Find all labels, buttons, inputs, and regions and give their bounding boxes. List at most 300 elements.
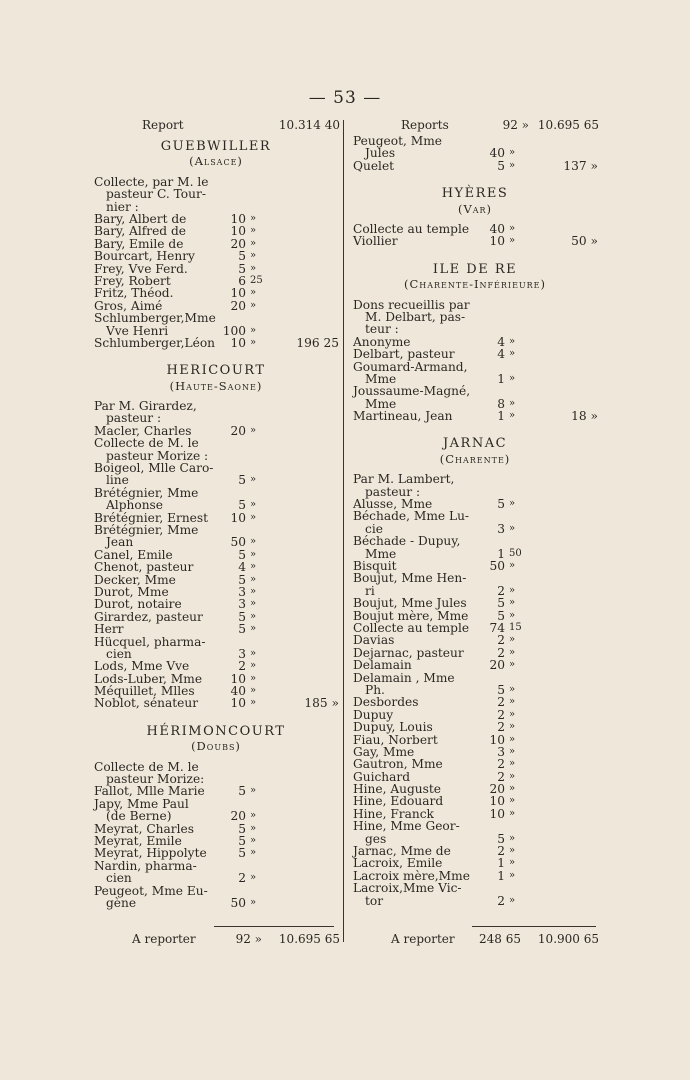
donor-name: Boigeol, Mlle Caro- (94, 461, 214, 476)
donation-francs: 5 (238, 846, 246, 861)
carry-forward-label: A reporter (391, 932, 455, 946)
donation-francs: 1 (497, 409, 505, 424)
report-count: 92 » (502, 118, 529, 132)
donation-centimes: » (509, 147, 516, 159)
list-item (92, 250, 340, 262)
list-item (351, 510, 599, 522)
donation-francs: 10 (230, 211, 246, 226)
section-block (92, 365, 340, 720)
donor-name: Collecte au temple (353, 620, 470, 635)
total-rule-right (472, 926, 596, 927)
section-subtotal: 137 » (563, 158, 598, 173)
donation-francs: 3 (497, 521, 505, 536)
donor-name: Bisquit (353, 559, 397, 574)
donation-francs: 2 (497, 844, 505, 859)
donation-francs: 5 (238, 547, 246, 562)
intro-text: M. Delbart, pas- (365, 309, 466, 324)
donation-francs: 20 (489, 658, 505, 673)
donation-centimes: » (509, 770, 516, 782)
intro-text: Collecte, par M. le (94, 174, 209, 189)
donation-francs: 20 (230, 809, 246, 824)
donation-francs: 1 (497, 868, 505, 883)
list-item (351, 895, 599, 907)
donor-name: Dupuy, Louis (353, 720, 433, 735)
donation-francs: 3 (238, 646, 246, 661)
donor-name: Dupuy (353, 707, 394, 722)
section-title: HERICOURT (166, 363, 266, 379)
intro-text: Collecte de M. le (94, 759, 199, 774)
donation-centimes: » (509, 646, 516, 658)
donor-name: Mme (365, 371, 397, 386)
donor-name: Frey, Robert (94, 273, 171, 288)
donation-francs: 10 (489, 732, 505, 747)
donation-francs: 3 (497, 744, 505, 759)
donor-name: Lods, Mme Vve (94, 659, 190, 674)
donor-name: Béchade, Mme Lu- (353, 509, 470, 524)
list-item (351, 235, 599, 247)
list-item (92, 611, 340, 623)
list-item (351, 659, 599, 671)
list-item (92, 785, 340, 797)
donation-centimes: » (509, 795, 516, 807)
donation-francs: 3 (238, 597, 246, 612)
donor-name: Collecte de M. le (94, 436, 199, 451)
donation-centimes: » (509, 845, 516, 857)
donor-name: line (106, 473, 129, 488)
donor-name: ges (365, 831, 387, 846)
intro-line (351, 323, 599, 335)
donation-francs: 10 (230, 224, 246, 239)
donor-name: Brétégnier, Ernest (94, 510, 209, 525)
donor-name: Viollier (353, 234, 398, 249)
donor-name: Durot, notaire (94, 597, 182, 612)
donor-name: Gros, Aimé (94, 298, 163, 313)
list-item (92, 437, 340, 449)
donation-francs: 40 (230, 684, 246, 699)
section-block (92, 723, 340, 920)
donation-centimes: » (509, 609, 516, 621)
donation-francs: 20 (230, 236, 246, 251)
donation-centimes: » (250, 847, 257, 859)
donor-name: Jarnac, Mme de (353, 844, 451, 859)
section-block (351, 188, 599, 258)
donation-centimes: » (509, 758, 516, 770)
donor-name: Frey, Vve Ferd. (94, 261, 188, 276)
donation-francs: 5 (238, 249, 246, 264)
donor-name: Collecte au temple (353, 221, 470, 236)
intro-line (351, 473, 599, 485)
donation-francs: 1 (497, 546, 505, 561)
list-item (92, 872, 340, 884)
list-item (92, 474, 340, 486)
donation-francs: 20 (230, 298, 246, 313)
donation-centimes: » (250, 287, 257, 299)
donation-centimes: » (509, 159, 516, 171)
donation-francs: 5 (238, 498, 246, 513)
donor-name: Gay, Mme (353, 744, 415, 759)
donation-francs: 5 (497, 831, 505, 846)
list-item (92, 660, 340, 672)
donation-francs: 5 (238, 572, 246, 587)
donor-name: Anonyme (353, 334, 411, 349)
donor-name: Noblot, sénateur (94, 696, 199, 711)
donation-francs: 2 (497, 583, 505, 598)
donation-centimes: » (509, 745, 516, 757)
donation-centimes: » (509, 857, 516, 869)
donation-centimes: » (509, 721, 516, 733)
donation-centimes: » (509, 708, 516, 720)
list-item (92, 225, 340, 237)
donor-name: Fallot, Mlle Marie (94, 784, 205, 799)
donation-centimes: 25 (250, 274, 263, 286)
section-subtitle: (Charente) (439, 451, 511, 466)
donor-name: Peugeot, Mme (353, 134, 442, 148)
donation-francs: 2 (238, 871, 246, 886)
entry-list (351, 135, 599, 172)
donation-francs: 2 (238, 659, 246, 674)
section-title: ILE DE RE (432, 261, 518, 277)
intro-text: Dons recueillis par (353, 297, 470, 312)
donation-centimes: » (509, 348, 516, 360)
donation-centimes: » (250, 511, 257, 523)
donor-name: (de Berne) (106, 809, 172, 824)
donation-francs: 8 (497, 396, 505, 411)
donor-name: Brétégnier, Mme (94, 523, 199, 537)
report-total: 10.695 65 (537, 118, 599, 132)
section-subtitle: (Alsace) (189, 154, 243, 169)
donation-centimes: » (250, 561, 257, 573)
donation-centimes: » (250, 474, 257, 486)
donor-name: Joussaume-Magné, (353, 384, 471, 399)
carry-forward-count: 92 » (235, 932, 262, 946)
donation-francs: 5 (238, 261, 246, 276)
donor-name: Bary, Emile de (94, 236, 184, 251)
donation-francs: 2 (497, 695, 505, 710)
donation-centimes: » (509, 335, 516, 347)
donation-centimes: » (509, 659, 516, 671)
donation-francs: 4 (497, 334, 505, 349)
donor-name: Peugeot, Mme Eu- (94, 883, 208, 898)
section-subtotal: 185 » (304, 696, 339, 711)
donor-name: Jules (365, 146, 396, 161)
donation-francs: 40 (489, 146, 505, 161)
list-item (92, 536, 340, 548)
section-subtitle: (Doubs) (191, 739, 241, 754)
list-item (92, 462, 340, 474)
donor-name: Brétégnier, Mme (94, 485, 199, 500)
donation-francs: 2 (497, 707, 505, 722)
section-title: JARNAC (442, 436, 508, 452)
donor-name: Boujut, Mme Jules (353, 596, 467, 611)
donor-name: Gautron, Mme (353, 757, 443, 772)
donor-name: Vve Henri (106, 323, 169, 338)
donation-centimes: 50 (509, 547, 522, 559)
donor-name: Davias (353, 633, 395, 648)
donor-name: Mme (365, 546, 397, 561)
list-item (351, 348, 599, 360)
list-item (92, 598, 340, 610)
donor-name: Bourcart, Henry (94, 249, 195, 264)
intro-text: Par M. Girardez, (94, 399, 197, 414)
list-item (351, 857, 599, 869)
list-item (351, 696, 599, 708)
right-column (351, 119, 599, 917)
donation-francs: 5 (238, 473, 246, 488)
donation-centimes: » (250, 822, 257, 834)
list-item (351, 672, 599, 684)
donation-centimes: » (509, 560, 516, 572)
donation-centimes: » (250, 237, 257, 249)
donation-francs: 10 (489, 806, 505, 821)
donor-name: Hine, Edouard (353, 794, 444, 809)
donor-name: Schlumberger,Mme (94, 311, 216, 326)
section-subtotal: 18 » (571, 409, 598, 424)
donation-francs: 50 (489, 559, 505, 574)
donor-name: Jean (106, 535, 134, 550)
donation-francs: 10 (230, 696, 246, 711)
donation-francs: 1 (497, 371, 505, 386)
donation-centimes: » (250, 697, 257, 709)
donor-name: pasteur Morize : (106, 448, 209, 463)
donor-name: Herr (94, 622, 124, 637)
donor-name: Ph. (365, 682, 385, 697)
donor-name: cien (106, 871, 132, 886)
list-item (92, 697, 340, 709)
donation-centimes: » (509, 807, 516, 819)
section-gap (92, 909, 340, 919)
list-item (351, 147, 599, 159)
donor-name: Dejarnac, pasteur (353, 645, 464, 660)
donation-centimes: » (250, 672, 257, 684)
donation-francs: 10 (489, 234, 505, 249)
donation-francs: 5 (497, 608, 505, 623)
donor-name: cien (106, 646, 132, 661)
donation-centimes: » (250, 536, 257, 548)
donation-centimes: » (250, 610, 257, 622)
donor-name: tor (365, 893, 384, 908)
donation-centimes: » (509, 696, 516, 708)
donation-francs: 74 (489, 620, 505, 635)
section-block (351, 261, 599, 433)
intro-text: teur : (365, 322, 399, 337)
donation-centimes: » (509, 869, 516, 881)
donation-francs: 5 (238, 834, 246, 849)
donation-centimes: » (509, 397, 516, 409)
donation-francs: 10 (230, 510, 246, 525)
donation-francs: 2 (497, 720, 505, 735)
section-block (351, 438, 599, 916)
donation-centimes: » (250, 250, 257, 262)
donation-centimes: » (250, 647, 257, 659)
donation-centimes: 15 (509, 621, 522, 633)
donation-centimes: » (250, 598, 257, 610)
list-item (351, 385, 599, 397)
donor-name: Macler, Charles (94, 423, 192, 438)
section-subtitle: (Var) (457, 201, 493, 216)
donor-name: gène (106, 895, 137, 910)
list-item (351, 721, 599, 733)
list-item (92, 287, 340, 299)
donation-centimes: » (509, 894, 516, 906)
donor-name: Quelet (353, 158, 395, 173)
donation-francs: 100 (222, 323, 246, 338)
donor-name: Meyrat, Emile (94, 834, 182, 849)
donation-centimes: » (250, 585, 257, 597)
donation-centimes: » (250, 660, 257, 672)
donor-name: Hine, Auguste (353, 782, 442, 797)
donor-name: Fritz, Théod. (94, 286, 174, 301)
donation-francs: 2 (497, 769, 505, 784)
donation-centimes: » (250, 835, 257, 847)
donor-name: Hine, Mme Geor- (353, 819, 460, 834)
donation-francs: 4 (497, 347, 505, 362)
donor-name: Desbordes (353, 695, 419, 710)
report-label: Reports (401, 118, 449, 132)
donor-name: Boujut, Mme Hen- (353, 571, 467, 586)
intro-line (92, 188, 340, 200)
list-item (351, 410, 599, 422)
donor-name: Meyrat, Hippolyte (94, 846, 207, 861)
donation-francs: 50 (230, 895, 246, 910)
intro-text: pasteur C. Tour- (106, 187, 206, 202)
left-column (92, 119, 340, 919)
entry-list (351, 473, 599, 907)
donation-francs: 10 (489, 794, 505, 809)
list-item (351, 535, 599, 547)
donor-name: cie (365, 521, 383, 536)
donation-centimes: » (509, 410, 516, 422)
carry-forward-total: 10.695 65 (278, 932, 340, 946)
section-subtotal: 50 » (571, 234, 598, 249)
donation-francs: 5 (497, 158, 505, 173)
donor-name: Goumard-Armand, (353, 359, 468, 374)
donation-francs: 20 (230, 423, 246, 438)
donor-name: Delamain (353, 658, 412, 673)
donor-name: Bary, Alfred de (94, 224, 186, 239)
list-item (351, 597, 599, 609)
donor-name: Mme (365, 396, 397, 411)
donation-centimes: » (250, 896, 257, 908)
donation-francs: 5 (238, 784, 246, 799)
donation-centimes: » (509, 683, 516, 695)
donor-name: Fiau, Norbert (353, 732, 438, 747)
footer-left (92, 932, 340, 948)
donor-name: Decker, Mme (94, 572, 176, 587)
list-item (351, 758, 599, 770)
donation-centimes: » (250, 262, 257, 274)
donation-francs: 3 (238, 584, 246, 599)
donation-francs: 40 (489, 221, 505, 236)
donor-name: Nardin, pharma- (94, 858, 197, 873)
donation-centimes: » (509, 597, 516, 609)
donor-name: Japy, Mme Paul (94, 796, 189, 811)
donor-name: Lacroix,Mme Vic- (353, 881, 462, 896)
list-item (351, 820, 599, 832)
section-gap (92, 349, 340, 359)
donor-name: Girardez, pasteur (94, 609, 203, 624)
donor-name: Chenot, pasteur (94, 560, 194, 575)
report-row (92, 119, 340, 135)
list-item (92, 897, 340, 909)
list-item (92, 561, 340, 573)
donation-centimes: » (509, 235, 516, 247)
donor-name: Hücquel, pharma- (94, 634, 206, 649)
donation-centimes: » (250, 324, 257, 336)
donation-francs: 2 (497, 633, 505, 648)
donation-francs: 20 (489, 782, 505, 797)
carry-forward-total: 10.900 65 (537, 932, 599, 946)
donor-name: Durot, Mme (94, 584, 169, 599)
donation-centimes: » (509, 222, 516, 234)
section-gap (351, 172, 599, 182)
report-total: 10.314 40 (278, 118, 340, 132)
donor-name: ri (365, 583, 375, 598)
intro-text: pasteur : (365, 484, 421, 499)
intro-text: pasteur : (106, 411, 162, 426)
donor-name: Alphonse (106, 498, 164, 513)
donation-francs: 5 (238, 821, 246, 836)
intro-text: pasteur Morize: (106, 772, 205, 787)
donation-centimes: » (509, 498, 516, 510)
list-item (92, 312, 340, 324)
donor-name: Martineau, Jean (353, 409, 453, 424)
donation-centimes: » (509, 783, 516, 795)
list-item (351, 572, 599, 584)
donation-centimes: » (250, 299, 257, 311)
donation-francs: 5 (238, 609, 246, 624)
donation-centimes: » (509, 634, 516, 646)
column-divider (343, 120, 344, 942)
carry-forward-count: 248 65 (479, 932, 521, 946)
donation-francs: 5 (497, 596, 505, 611)
donation-francs: 1 (497, 856, 505, 871)
total-rule-left (214, 926, 334, 927)
donor-name: Meyrat, Charles (94, 821, 194, 836)
donor-name: Canel, Emile (94, 547, 173, 562)
donation-centimes: » (509, 584, 516, 596)
donation-centimes: » (250, 212, 257, 224)
section-subtotal: 196 25 (296, 335, 339, 350)
donor-name: Boujut mère, Mme (353, 608, 469, 623)
section-gap (92, 710, 340, 720)
list-item (351, 882, 599, 894)
donor-name: Méquillet, Mlles (94, 684, 195, 699)
donation-francs: 50 (230, 535, 246, 550)
donation-francs: 5 (497, 497, 505, 512)
list-item (92, 847, 340, 859)
entry-list (92, 176, 340, 349)
donation-centimes: » (250, 336, 257, 348)
section-gap (351, 248, 599, 258)
report-row (351, 119, 599, 135)
donation-francs: 2 (497, 893, 505, 908)
section-subtitle: (Charente-Inférieure) (403, 277, 546, 292)
footer-right (351, 932, 599, 948)
section-title: HYÈRES (441, 186, 509, 202)
list-item (351, 160, 599, 172)
section-block (92, 141, 340, 359)
section-title: GUEBWILLER (160, 139, 272, 154)
list-item (351, 634, 599, 646)
section-gap (351, 907, 599, 917)
donation-centimes: » (509, 372, 516, 384)
entry-list (92, 761, 340, 910)
page-number: — 53 — (308, 88, 382, 108)
donation-francs: 4 (238, 560, 246, 575)
donation-francs: 10 (230, 671, 246, 686)
donor-name: Delbart, pasteur (353, 347, 455, 362)
intro-text: Par M. Lambert, (353, 472, 455, 487)
